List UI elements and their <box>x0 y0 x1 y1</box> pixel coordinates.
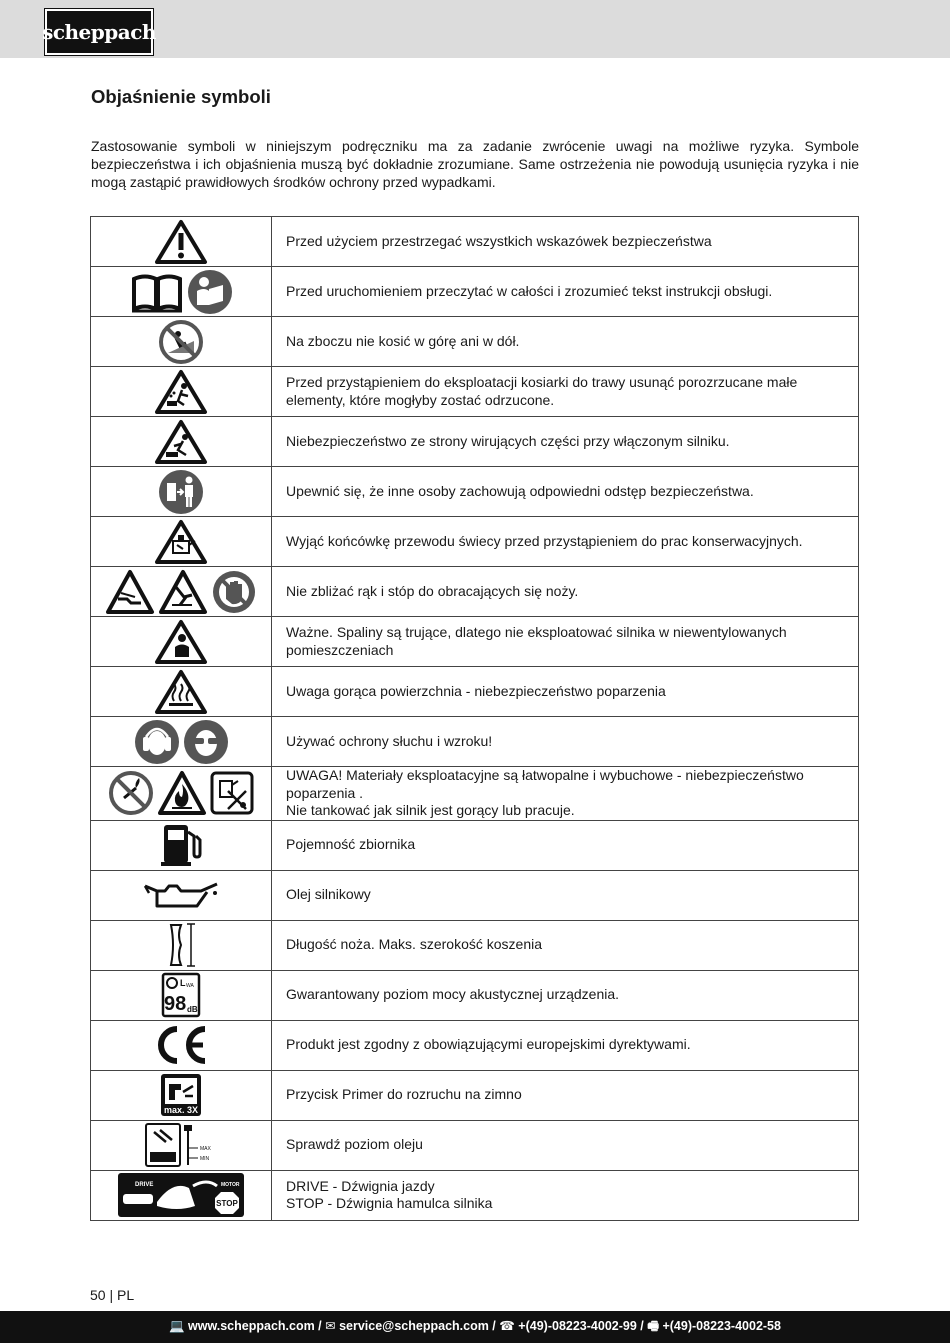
ce-mark-icon <box>151 1023 211 1067</box>
rotating-parts-warning-icon <box>154 419 208 465</box>
symbol-description-line: Nie tankować jak silnik jest gorący lub pracuje. <box>286 802 575 818</box>
ear-protection-icon <box>134 719 180 765</box>
symbol-row <box>91 1020 859 1070</box>
scheppach-logo: scheppach <box>45 9 153 55</box>
open-book-icon <box>130 271 184 313</box>
symbols-table <box>90 216 859 1221</box>
symbol-description: Używać ochrony słuchu i wzroku! <box>272 717 859 767</box>
symbol-row <box>91 417 859 467</box>
symbol-description: Długość noża. Maks. szerokość koszenia <box>272 920 859 970</box>
symbol-description: Przycisk Primer do rozruchu na zimno <box>272 1070 859 1120</box>
svg-text:MIN: MIN <box>200 1156 210 1162</box>
symbol-description: Przed przystąpieniem do eksploatacji kosiarki do trawy usunąć porozrzucane małe elementy, które mogłyby zostać odrzucone. <box>272 367 859 417</box>
eye-protection-icon <box>183 719 229 765</box>
read-manual-icon <box>187 269 233 315</box>
no-refuel-hot-icon <box>210 771 254 815</box>
drive-stop-lever-icon <box>117 1172 245 1218</box>
flammable-warning-icon <box>157 770 207 816</box>
page-title: Objaśnienie symboli <box>91 86 271 107</box>
symbol-row <box>91 617 859 667</box>
symbol-row <box>91 467 859 517</box>
symbol-row <box>91 870 859 920</box>
symbol-description: Nie zbliżać rąk i stóp do obracających się noży. <box>272 567 859 617</box>
symbol-description: Ważne. Spaliny są trujące, dlatego nie eksploatować silnika w niewentylowanych pomieszczeniach <box>272 617 859 667</box>
no-hands-icon <box>211 569 257 615</box>
symbol-row <box>91 367 859 417</box>
warning-triangle-icon <box>154 219 208 265</box>
symbol-description: Uwaga gorąca powierzchnia - niebezpieczeństwo poparzenia <box>272 667 859 717</box>
symbol-description: Gwarantowany poziom mocy akustycznej urządzenia. <box>272 970 859 1020</box>
symbol-row <box>91 920 859 970</box>
symbol-description: Wyjąć końcówkę przewodu świecy przed przystąpieniem do prac konserwacyjnych. <box>272 517 859 567</box>
foot-blade-warning-icon <box>105 569 155 615</box>
oil-level-check-icon <box>144 1122 218 1168</box>
symbol-row <box>91 767 859 821</box>
symbol-row <box>91 1170 859 1220</box>
symbol-description: Na zboczu nie kosić w górę ani w dół. <box>272 317 859 367</box>
symbol-description: Olej silnikowy <box>272 870 859 920</box>
page-number: 50 | PL <box>90 1287 135 1303</box>
svg-text:max. 3X: max. 3X <box>163 1105 199 1115</box>
blade-length-icon <box>161 921 201 969</box>
svg-text:98: 98 <box>164 993 187 1015</box>
sound-power-label-icon <box>161 972 201 1018</box>
symbol-row <box>91 567 859 617</box>
symbol-row <box>91 317 859 367</box>
svg-text:STOP: STOP <box>216 1199 238 1208</box>
footer-contact: 💻 www.scheppach.com / ✉ service@scheppach.com / ☎ +(49)-08223-4002-99 / 🖷 +(49)-08223-4002-58 <box>169 1318 781 1333</box>
svg-text:DRIVE: DRIVE <box>135 1182 154 1188</box>
symbol-description: Niebezpieczeństwo ze strony wirujących części przy włączonym silniku. <box>272 417 859 467</box>
svg-text:dB: dB <box>187 1005 198 1014</box>
symbol-description: Upewnić się, że inne osoby zachowują odpowiedni odstęp bezpieczeństwa. <box>272 467 859 517</box>
symbol-description-line: UWAGA! Materiały eksploatacyjne są łatwopalne i wybuchowe - niebezpieczeństwo poparzenia . <box>286 767 804 801</box>
svg-text:WA: WA <box>186 983 194 989</box>
no-open-flame-icon <box>108 770 154 816</box>
symbol-row <box>91 1070 859 1120</box>
svg-text:MOTOR: MOTOR <box>221 1182 240 1188</box>
symbol-row <box>91 1120 859 1170</box>
symbol-row <box>91 267 859 317</box>
symbol-row <box>91 667 859 717</box>
keep-distance-icon <box>158 469 204 515</box>
intro-paragraph: Zastosowanie symboli w niniejszym podręczniku ma za zadanie zwrócenie uwagi na możliwe ryzyka. Symbole bezpieczeństwa i ich objaśnienia muszą być dokładnie zrozumiane. Same ostrzeżenia nie powodują usunięcia ryzyka i nie mogą zastąpić prawidłowych środków ochrony przed wypadkami. <box>91 138 859 190</box>
symbol-description: Sprawdź poziom oleju <box>272 1120 859 1170</box>
symbol-description: Przed uruchomieniem przeczytać w całości i zrozumieć tekst instrukcji obsługi. <box>272 267 859 317</box>
spark-plug-warning-icon <box>154 519 208 565</box>
hot-surface-warning-icon <box>154 669 208 715</box>
no-slope-mowing-icon <box>158 319 204 365</box>
symbol-row <box>91 517 859 567</box>
svg-text:L: L <box>180 978 186 988</box>
fuel-pump-icon <box>158 822 204 868</box>
primer-button-icon <box>159 1072 203 1118</box>
oil-can-icon <box>143 880 219 910</box>
symbol-description-line: DRIVE - Dźwignia jazdy <box>286 1177 435 1194</box>
symbol-row <box>91 820 859 870</box>
symbol-description: Przed użyciem przestrzegać wszystkich wskazówek bezpieczeństwa <box>272 217 859 267</box>
symbol-row <box>91 970 859 1020</box>
svg-text:MAX: MAX <box>200 1146 211 1152</box>
footer-bar <box>0 1311 950 1343</box>
toxic-fumes-warning-icon <box>154 619 208 665</box>
thrown-objects-warning-icon <box>154 369 208 415</box>
symbol-description: Produkt jest zgodny z obowiązującymi europejskimi dyrektywami. <box>272 1020 859 1070</box>
symbol-row <box>91 217 859 267</box>
symbol-description-line: STOP - Dźwignia hamulca silnika <box>286 1195 493 1211</box>
hand-blade-warning-icon <box>158 569 208 615</box>
header-bar <box>0 0 950 58</box>
symbol-description: Pojemność zbiornika <box>272 820 859 870</box>
symbol-row <box>91 717 859 767</box>
